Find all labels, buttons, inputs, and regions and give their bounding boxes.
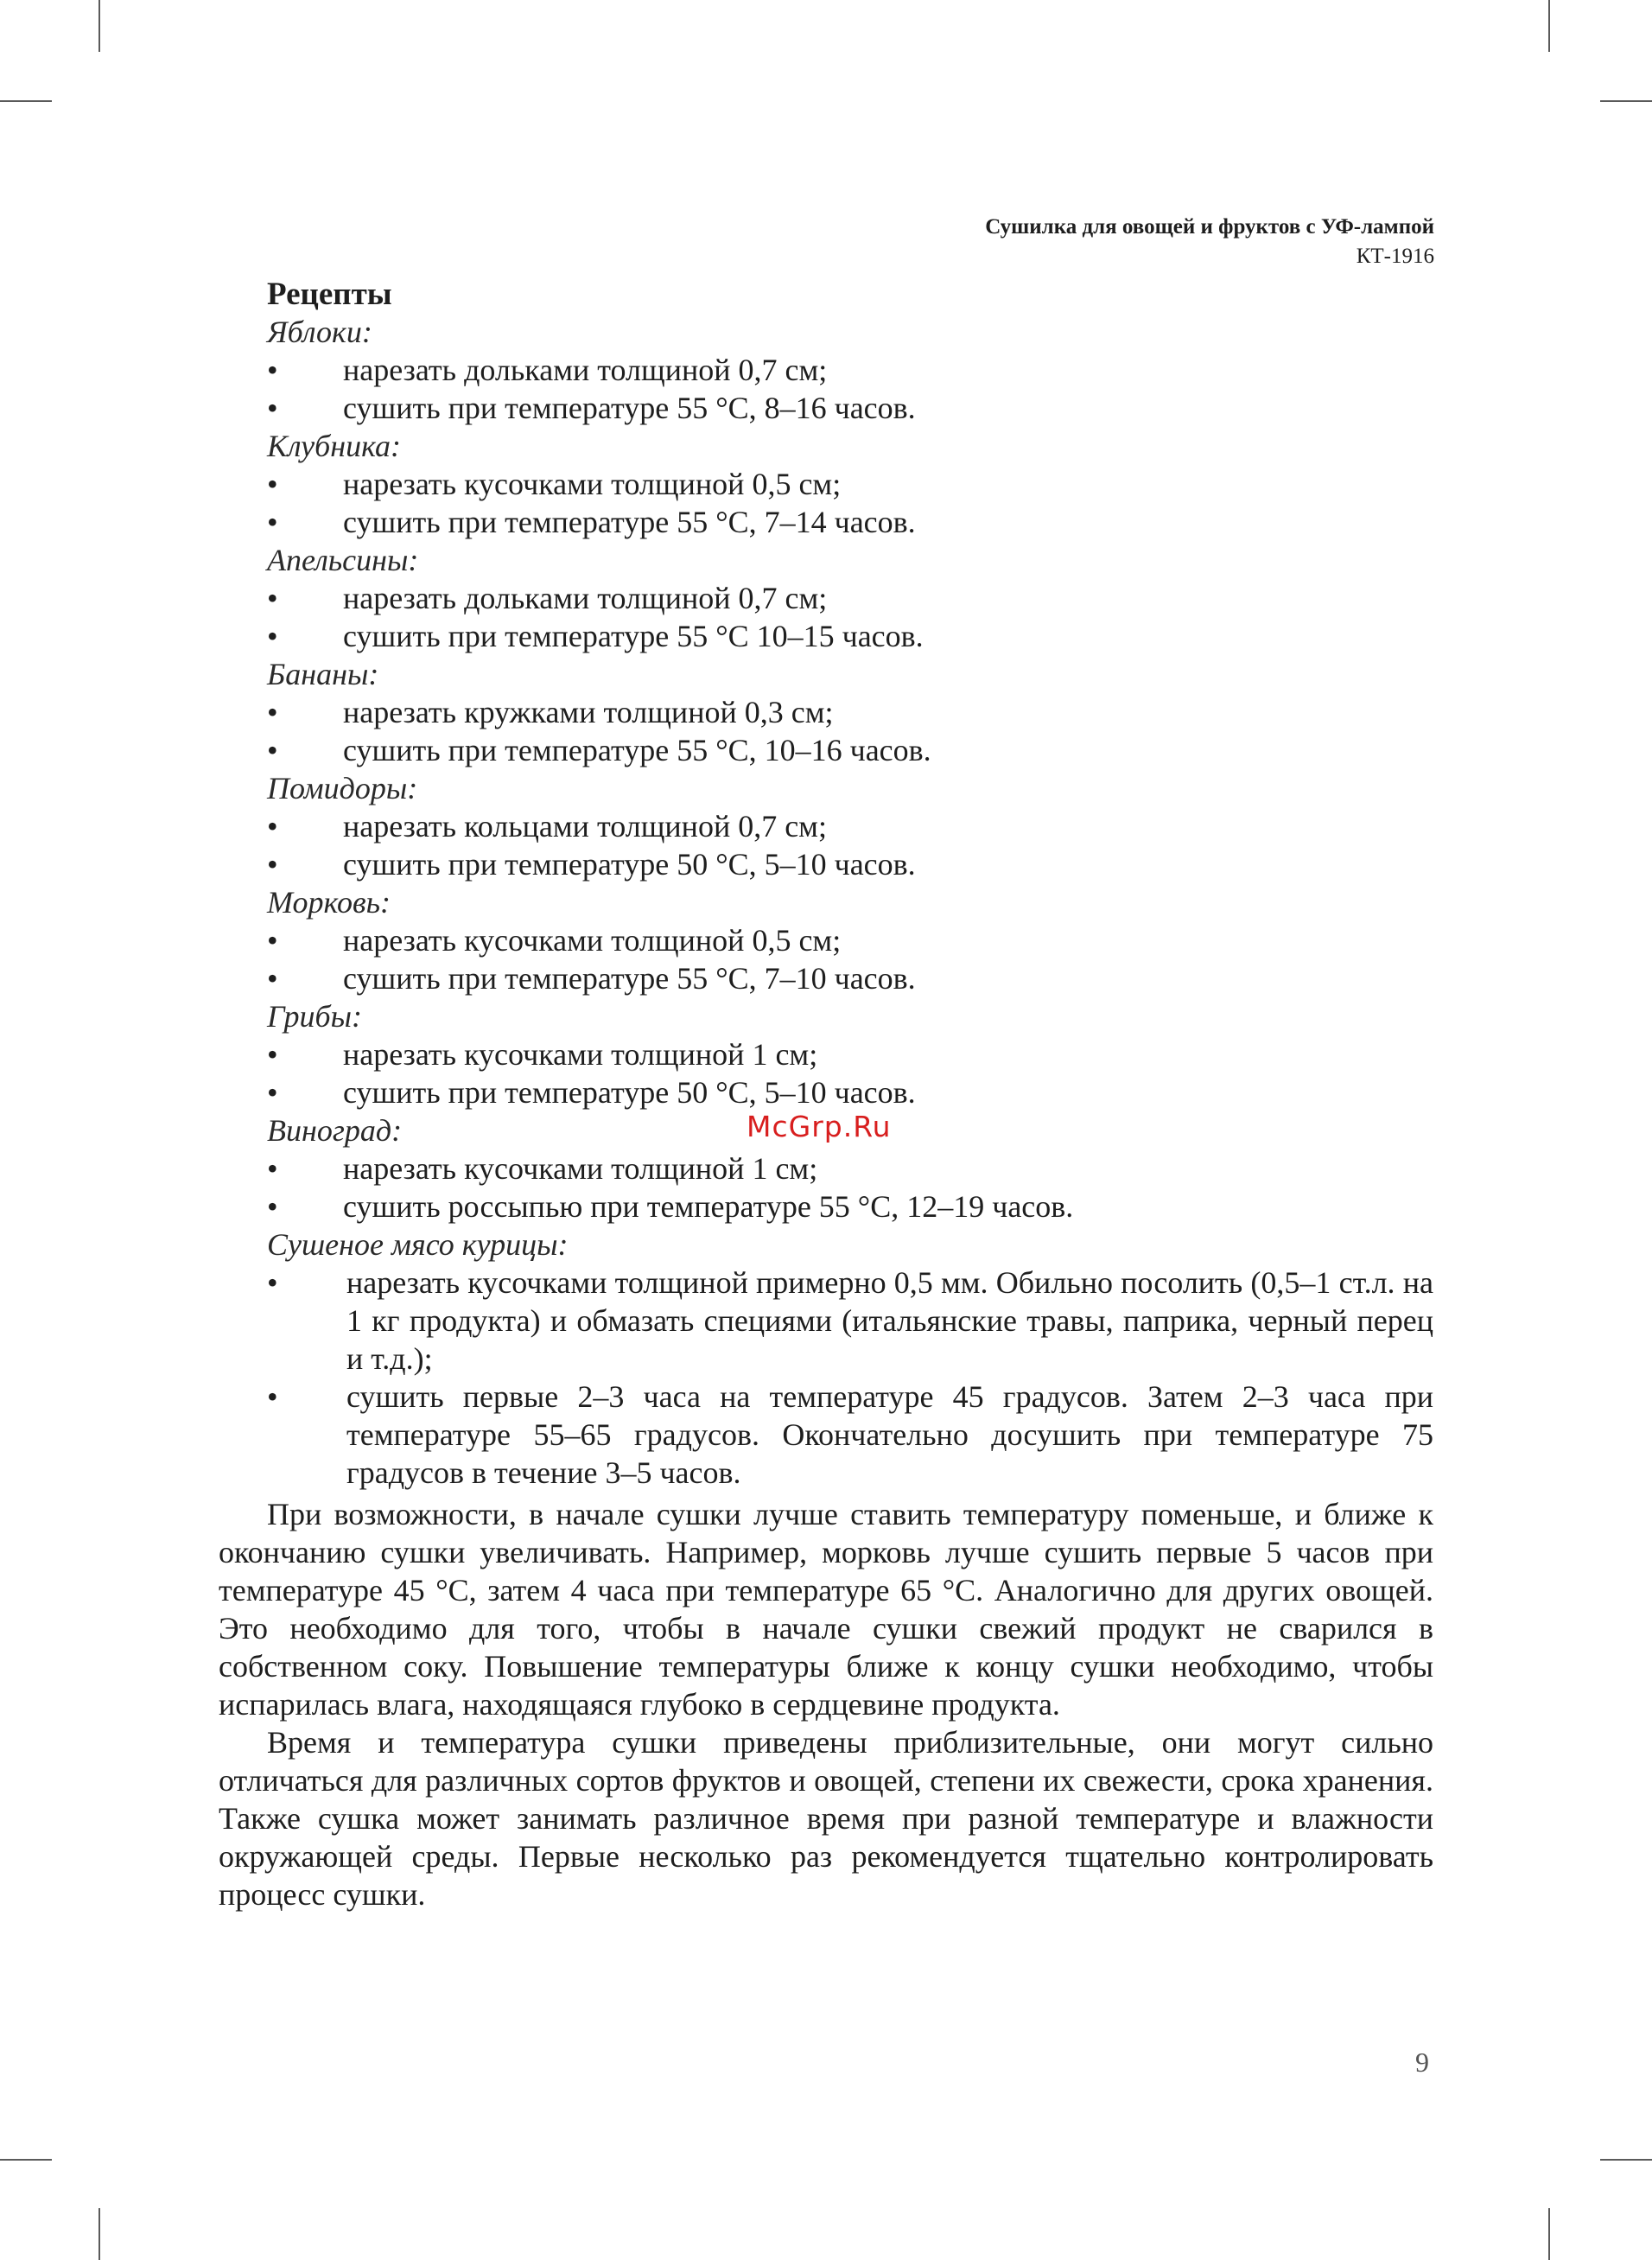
- recipe-step: [219, 959, 1433, 997]
- crop-mark: [0, 100, 52, 102]
- bullet-marker: •: [267, 695, 278, 729]
- crop-mark: [98, 0, 100, 52]
- recipe-step-text: нарезать кружками толщиной 0,3 см;: [343, 695, 834, 729]
- recipe-step-text: нарезать кусочками толщиной 0,5 см;: [343, 467, 842, 501]
- recipe-step: [219, 731, 1433, 769]
- recipe-step: [219, 1035, 1433, 1073]
- recipe-step-text: сушить при температуре 55 °С, 10–16 часов.: [343, 733, 931, 767]
- bullet-marker: •: [267, 733, 278, 767]
- recipe-name: Сушеное мясо курицы:: [267, 1227, 569, 1262]
- recipe-name: Морковь:: [267, 885, 391, 920]
- header-title: Сушилка для овощей и фруктов с УФ-лампой: [985, 215, 1434, 239]
- header-model: КТ-1916: [1356, 245, 1434, 268]
- recipe-step-text: сушить при температуре 55 °С, 7–10 часов.: [343, 961, 916, 996]
- recipe-step: [219, 465, 1433, 503]
- recipe-name: Виноград:: [267, 1113, 403, 1148]
- recipe-step: [219, 845, 1433, 883]
- recipe-name: Бананы:: [267, 657, 379, 691]
- recipe-name: Апельсины:: [267, 543, 419, 577]
- recipe-step-text: сушить при температуре 50 °С, 5–10 часов.: [343, 1075, 916, 1110]
- paragraph: Время и температура сушки приведены приблизительные, они могут сильно отличаться для различных сортов фруктов и овощей, степени их свежести, срока хранения. Также сушка может занимать различное время при разной температуре и влажности окружающей среды. Первые несколько раз рекомендуется тщательно контролировать процесс сушки.: [219, 1725, 1433, 1912]
- recipe-step-text: нарезать кусочками толщиной примерно 0,5 мм. Обильно посолить (0,5–1 ст.л. на 1 кг продукта) и обмазать специями (итальянские травы, паприка, черный перец и т.д.);: [346, 1265, 1433, 1376]
- recipe-step-text: нарезать дольками толщиной 0,7 см;: [343, 353, 828, 387]
- bullet-marker: •: [267, 619, 278, 653]
- bullet-marker: •: [267, 961, 278, 996]
- recipe-step: [219, 503, 1433, 541]
- bullet-marker: •: [267, 1189, 278, 1224]
- bullet-marker: •: [267, 1037, 278, 1072]
- recipe-name: Клубника:: [267, 429, 402, 463]
- crop-mark: [98, 2208, 100, 2260]
- crop-mark: [1548, 2208, 1550, 2260]
- recipe-step: [219, 1187, 1433, 1225]
- bullet-marker: •: [267, 1075, 278, 1110]
- recipe-step: [219, 617, 1433, 655]
- recipe-step-text: сушить при температуре 55 °С 10–15 часов.: [343, 619, 924, 653]
- recipe-name: Яблоки:: [267, 315, 372, 349]
- crop-mark: [1548, 0, 1550, 52]
- recipe-step-text: нарезать кусочками толщиной 0,5 см;: [343, 923, 842, 958]
- recipe-step: [219, 351, 1433, 389]
- recipe-step: [219, 921, 1433, 959]
- bullet-marker: •: [267, 353, 278, 387]
- recipe-step-text: сушить россыпью при температуре 55 °С, 12–19 часов.: [343, 1189, 1074, 1224]
- recipe-step-text: нарезать кусочками толщиной 1 см;: [343, 1151, 818, 1186]
- recipe-step: [219, 1378, 1433, 1492]
- recipe-step-text: нарезать кольцами толщиной 0,7 см;: [343, 809, 827, 844]
- recipe-step: [219, 389, 1433, 427]
- recipes-list: [219, 313, 1433, 1492]
- bullet-marker: •: [267, 1151, 278, 1186]
- page-number: 9: [1415, 2047, 1429, 2078]
- recipe-step: [219, 579, 1433, 617]
- bullet-marker: •: [267, 1379, 278, 1414]
- bullet-marker: •: [267, 391, 278, 425]
- section-title: Рецепты: [267, 277, 392, 312]
- recipe-step: [219, 1073, 1433, 1111]
- watermark: McGrp.Ru: [747, 1110, 892, 1143]
- bullet-marker: •: [267, 809, 278, 844]
- crop-mark: [1600, 2159, 1652, 2161]
- paragraph: При возможности, в начале сушки лучше ставить температуру поменьше, и ближе к окончанию сушки увеличивать. Например, морковь лучше сушить первые 5 часов при температуре 45 °С, затем 4 часа при температуре 65 °С. Аналогично для других овощей. Это необходимо для того, чтобы в начале сушки свежий продукт не сварился в собственном соку. Повышение температуры ближе к концу сушки необходимо, чтобы испарилась влага, находящаяся глубоко в сердцевине продукта.: [219, 1497, 1433, 1722]
- recipe-step-text: сушить при температуре 55 °С, 7–14 часов.: [343, 505, 916, 539]
- recipe-name: Помидоры:: [267, 771, 418, 805]
- bullet-marker: •: [267, 581, 278, 615]
- recipe-step-text: сушить при температуре 55 °С, 8–16 часов.: [343, 391, 916, 425]
- recipe-step: [219, 1149, 1433, 1187]
- recipe-step: [219, 693, 1433, 731]
- recipe-step-text: сушить при температуре 50 °С, 5–10 часов.: [343, 847, 916, 882]
- recipe-step: [219, 1264, 1433, 1378]
- page-content: [219, 277, 1433, 1913]
- recipe-step-text: сушить первые 2–3 часа на температуре 45 градусов. Затем 2–3 часа при температуре 55–65 градусов. Окончательно досушить при температуре 75 градусов в течение 3–5 часов.: [346, 1379, 1433, 1490]
- bullet-marker: •: [267, 467, 278, 501]
- recipe-name: Грибы:: [267, 999, 362, 1034]
- bullet-marker: •: [267, 847, 278, 882]
- crop-mark: [1600, 100, 1652, 102]
- bullet-marker: •: [267, 923, 278, 958]
- running-header: [985, 213, 1434, 271]
- bullet-marker: •: [267, 1265, 278, 1300]
- bullet-marker: •: [267, 505, 278, 539]
- recipe-step-text: нарезать дольками толщиной 0,7 см;: [343, 581, 828, 615]
- recipe-step-text: нарезать кусочками толщиной 1 см;: [343, 1037, 818, 1072]
- crop-mark: [0, 2159, 52, 2161]
- recipe-step: [219, 807, 1433, 845]
